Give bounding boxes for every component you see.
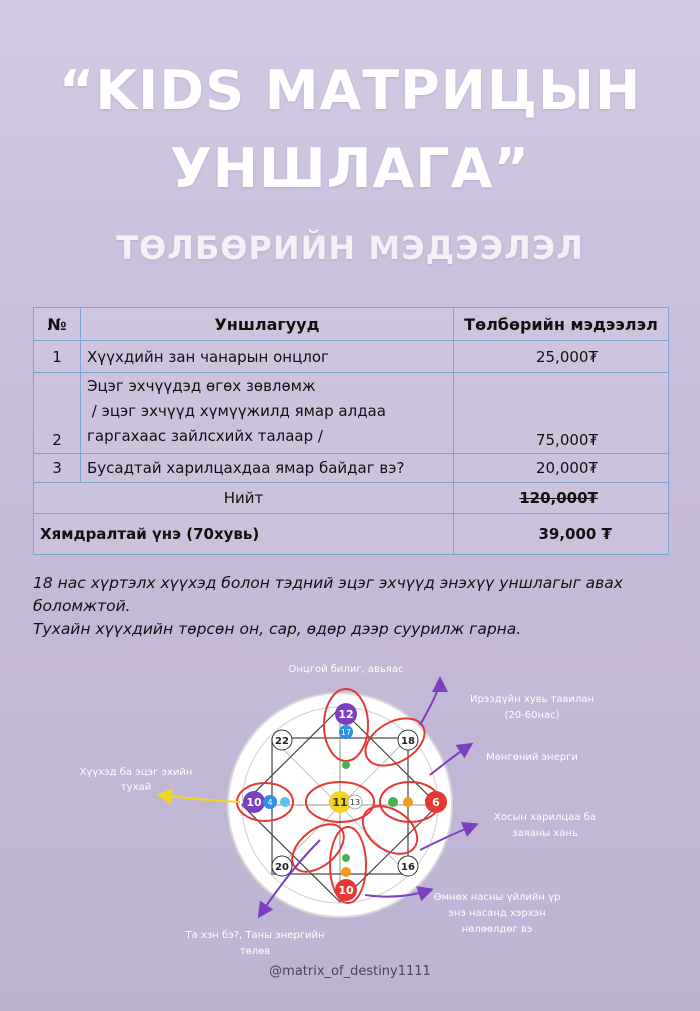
label-left1: Хүүхэд ба эцэг эхийн [79,767,193,778]
discount-row [34,514,669,555]
label-br2: энэ насанд хэрхэн [448,908,546,919]
price-table [33,307,669,555]
label-bl2: төлөв [239,946,271,957]
matrix-number-left-small: 4 [267,798,273,807]
label-left2: тухай [120,782,152,793]
matrix-number-top: 12 [338,708,354,721]
row-price: 20,000₮ [454,454,669,483]
label-top: Онцгой билиг, авьяас [288,664,404,675]
destiny-matrix-diagram [0,650,700,960]
row-reading-line: гаргахаас зайлсхийх талаар / [87,427,323,445]
row-price: 75,000₮ [454,373,669,454]
matrix-number-nw: 22 [275,736,289,747]
header-number: № [34,308,81,341]
label-br3: нөлөөлдөг вэ [461,924,533,935]
table-row [34,373,669,454]
matrix-number-se: 16 [401,862,415,873]
row-price: 25,000₮ [454,341,669,373]
row-reading: Хүүхдийн зан чанарын онцлог [81,341,454,373]
table-header-row [34,308,669,341]
matrix-number-bottom: 10 [338,884,354,897]
matrix-number-ne: 18 [401,736,415,747]
table-row [34,341,669,373]
row-reading-line: / эцэг эхчүүд хүмүүжилд ямар алдаа [87,402,386,420]
total-row [34,483,669,514]
matrix-number-right: 6 [432,796,440,809]
instagram-handle: @matrix_of_destiny1111 [269,964,431,979]
label-right2: заяаны хань [512,828,578,839]
row-reading-line: Эцэг эхчүүдэд өгөх зөвлөмж [87,377,316,395]
total-price-value: 120,000₮ [519,489,598,507]
subtitle: ТӨЛБӨРИЙН МЭДЭЭЛЭЛ [116,229,584,267]
label-tr1a: Ирээдүйн хувь тавилан [469,694,595,705]
title-line-2: УНШЛАГА” [170,137,530,200]
matrix-number-center: 11 [332,796,348,809]
header-readings: Уншлагууд [81,308,454,341]
matrix-number-sw: 20 [275,862,289,873]
row-number: 2 [34,373,81,454]
info-line-1: 18 нас хүртэлх хүүхэд болон тэдний эцэг эхчүүд энэхүү уншлагыг авах боломжтой. [33,574,623,615]
row-number: 3 [34,454,81,483]
discount-label: Хямдралтай үнэ (70хувь) [34,514,454,555]
title-line-1: “KIDS МАТРИЦЫН [58,59,642,122]
header-price: Төлбөрийн мэдээлэл [454,308,669,341]
matrix-number-left: 10 [246,796,262,809]
info-text [33,572,673,641]
matrix-number-top-small: 17 [340,728,352,737]
total-label: Нийт [34,483,454,514]
discount-price: 39,000 ₮ [454,514,669,555]
label-bl1: Та хэн бэ?, Таны энергийн [185,930,325,941]
info-line-2: Тухайн хүүхдийн төрсөн он, сар, өдөр дээр суурилж гарна. [33,620,522,638]
row-reading: Бусадтай харилцахдаа ямар байдаг вэ? [81,454,454,483]
row-number: 1 [34,341,81,373]
matrix-number-center-right: 13 [349,798,361,807]
row-reading [81,373,454,454]
label-tr2: Мөнгөний энерги [486,752,578,763]
label-tr1b: (20-60нас) [504,710,560,721]
label-br1: Өмнөх насны үйлийн үр [433,892,561,903]
table-row [34,454,669,483]
label-right1: Хосын харилцаа ба [494,812,596,823]
total-price [454,483,669,514]
